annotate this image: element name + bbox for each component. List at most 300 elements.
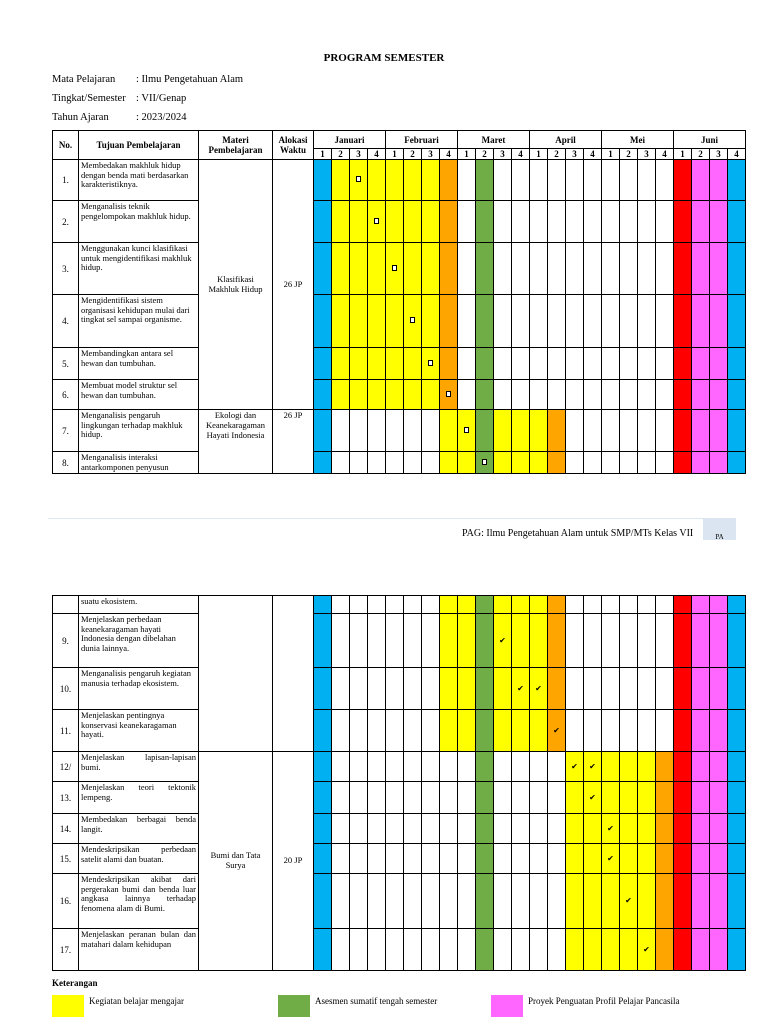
week-cell xyxy=(584,874,602,929)
week-cell xyxy=(512,614,530,668)
week-cell xyxy=(530,614,548,668)
week-cell xyxy=(350,614,368,668)
week-cell xyxy=(674,710,692,752)
week-cell xyxy=(602,410,620,452)
week-cell xyxy=(530,710,548,752)
week-cell xyxy=(656,452,674,474)
week-cell xyxy=(368,814,386,844)
week-cell xyxy=(656,380,674,410)
week-cell xyxy=(710,201,728,243)
page-title: PROGRAM SEMESTER xyxy=(323,52,445,64)
week-cell xyxy=(638,596,656,614)
week-cell xyxy=(332,874,350,929)
week-cell xyxy=(512,596,530,614)
week-cell xyxy=(422,874,440,929)
week-cell xyxy=(404,814,422,844)
week-cell xyxy=(584,844,602,874)
week-cell xyxy=(638,201,656,243)
week-cell xyxy=(458,380,476,410)
week-cell xyxy=(458,710,476,752)
row-tujuan: suatu ekosistem. xyxy=(79,596,199,614)
week-cell xyxy=(584,596,602,614)
week-cell xyxy=(548,814,566,844)
week-cell xyxy=(620,348,638,380)
week-cell xyxy=(404,452,422,474)
week-cell xyxy=(314,243,332,295)
week-cell xyxy=(494,710,512,752)
week-cell xyxy=(602,201,620,243)
week-cell xyxy=(494,929,512,971)
week-cell xyxy=(620,380,638,410)
week-cell xyxy=(458,243,476,295)
week-cell xyxy=(332,410,350,452)
header-week: 1 xyxy=(386,149,404,160)
week-cell xyxy=(332,380,350,410)
box-marker xyxy=(458,427,475,435)
week-cell xyxy=(314,929,332,971)
week-cell xyxy=(458,201,476,243)
week-cell xyxy=(386,201,404,243)
week-cell xyxy=(368,201,386,243)
week-cell xyxy=(728,614,746,668)
week-cell xyxy=(674,874,692,929)
week-cell xyxy=(602,782,620,814)
week-cell xyxy=(620,243,638,295)
week-cell xyxy=(458,752,476,782)
week-cell xyxy=(710,710,728,752)
week-cell xyxy=(728,929,746,971)
week-cell xyxy=(620,614,638,668)
header-week: 3 xyxy=(422,149,440,160)
week-cell xyxy=(350,410,368,452)
week-cell xyxy=(476,614,494,668)
week-cell xyxy=(602,295,620,348)
week-cell xyxy=(440,874,458,929)
week-cell xyxy=(674,614,692,668)
week-cell xyxy=(494,380,512,410)
footer-divider xyxy=(48,518,736,519)
week-cell xyxy=(548,201,566,243)
week-cell xyxy=(350,295,368,348)
week-cell xyxy=(566,201,584,243)
week-cell xyxy=(656,814,674,844)
week-cell xyxy=(440,614,458,668)
week-cell xyxy=(476,929,494,971)
week-cell xyxy=(584,782,602,814)
meta-label: Tingkat/Semester xyxy=(52,93,126,104)
week-cell xyxy=(440,380,458,410)
header-week: 1 xyxy=(674,149,692,160)
week-cell xyxy=(350,452,368,474)
week-cell xyxy=(476,874,494,929)
week-cell xyxy=(530,668,548,710)
alokasi-cell: 26 JP xyxy=(273,160,314,410)
week-cell xyxy=(368,243,386,295)
week-cell xyxy=(350,710,368,752)
row-number: 10. xyxy=(53,668,79,710)
week-cell xyxy=(314,782,332,814)
week-cell xyxy=(404,160,422,201)
week-cell xyxy=(476,452,494,474)
week-cell xyxy=(692,380,710,410)
week-cell xyxy=(314,295,332,348)
week-cell xyxy=(458,410,476,452)
week-cell xyxy=(368,710,386,752)
week-cell xyxy=(350,782,368,814)
week-cell xyxy=(584,814,602,844)
week-cell xyxy=(674,929,692,971)
week-cell xyxy=(638,160,656,201)
table-row xyxy=(53,348,746,380)
table-row xyxy=(53,201,746,243)
week-cell xyxy=(728,782,746,814)
week-cell xyxy=(458,452,476,474)
week-cell xyxy=(728,844,746,874)
week-cell xyxy=(602,710,620,752)
row-tujuan: Membandingkan antara sel hewan dan tumbuhan. xyxy=(79,348,199,380)
week-cell xyxy=(692,929,710,971)
week-cell xyxy=(530,814,548,844)
week-cell xyxy=(368,452,386,474)
check-marker: ✔ xyxy=(607,853,614,863)
week-cell xyxy=(476,596,494,614)
week-cell xyxy=(368,782,386,814)
week-cell xyxy=(620,929,638,971)
week-cell xyxy=(494,452,512,474)
week-cell xyxy=(548,380,566,410)
week-cell xyxy=(638,243,656,295)
week-cell xyxy=(512,243,530,295)
header-week: 3 xyxy=(350,149,368,160)
week-cell xyxy=(440,752,458,782)
week-cell xyxy=(638,380,656,410)
footer-page-box: PA xyxy=(703,518,736,540)
week-cell xyxy=(692,243,710,295)
meta-grade xyxy=(52,93,186,104)
meta-sep: : xyxy=(136,74,139,85)
week-cell xyxy=(728,295,746,348)
table-row xyxy=(53,614,746,668)
week-cell xyxy=(602,844,620,874)
week-cell xyxy=(548,752,566,782)
header-materi: Materi Pembelajaran xyxy=(199,131,273,160)
week-cell xyxy=(710,452,728,474)
week-cell xyxy=(386,160,404,201)
week-cell xyxy=(602,596,620,614)
week-cell xyxy=(404,782,422,814)
week-cell xyxy=(314,348,332,380)
week-cell xyxy=(584,929,602,971)
week-cell xyxy=(476,410,494,452)
header-week: 3 xyxy=(566,149,584,160)
week-cell xyxy=(692,782,710,814)
week-cell xyxy=(440,410,458,452)
week-cell xyxy=(728,348,746,380)
week-cell xyxy=(656,844,674,874)
table-row xyxy=(53,380,746,410)
alokasi-cell: 20 JP xyxy=(273,752,314,971)
week-cell xyxy=(710,929,728,971)
header-month: Februari xyxy=(386,131,458,149)
week-cell xyxy=(566,348,584,380)
row-tujuan: Membedakan berbagai benda langit. xyxy=(79,814,199,844)
week-cell xyxy=(566,710,584,752)
week-cell xyxy=(728,596,746,614)
week-cell xyxy=(674,348,692,380)
week-cell xyxy=(674,160,692,201)
header-week: 1 xyxy=(458,149,476,160)
meta-label: Mata Pelajaran xyxy=(52,74,116,85)
week-cell xyxy=(440,160,458,201)
week-cell xyxy=(728,710,746,752)
row-tujuan: Menjelaskan peranan bulan dan matahari dalam kehidupan xyxy=(79,929,199,971)
week-cell xyxy=(584,201,602,243)
table-row xyxy=(53,844,746,874)
week-cell xyxy=(386,668,404,710)
week-cell xyxy=(566,844,584,874)
header-week: 4 xyxy=(440,149,458,160)
legend-swatch-green xyxy=(278,995,310,1017)
week-cell xyxy=(710,614,728,668)
week-cell xyxy=(620,874,638,929)
week-cell xyxy=(566,874,584,929)
week-cell xyxy=(476,710,494,752)
week-cell xyxy=(620,201,638,243)
week-cell xyxy=(602,874,620,929)
row-tujuan: Mendeskripsikan akibat dari pergerakan bumi dan benda luar angkasa lainnya terhadap fenomena alam di Bumi. xyxy=(79,874,199,929)
week-cell xyxy=(512,452,530,474)
week-cell xyxy=(512,874,530,929)
week-cell xyxy=(386,929,404,971)
week-cell xyxy=(368,844,386,874)
week-cell xyxy=(584,710,602,752)
week-cell xyxy=(602,348,620,380)
week-cell xyxy=(656,929,674,971)
week-cell xyxy=(332,782,350,814)
week-cell xyxy=(548,710,566,752)
week-cell xyxy=(692,160,710,201)
legend-label: Proyek Penguatan Profil Pelajar Pancasila xyxy=(528,996,680,1006)
week-cell xyxy=(674,243,692,295)
week-cell xyxy=(674,295,692,348)
week-cell xyxy=(422,380,440,410)
week-cell xyxy=(404,752,422,782)
week-cell xyxy=(332,710,350,752)
week-cell xyxy=(710,874,728,929)
week-cell xyxy=(728,668,746,710)
box-marker xyxy=(404,317,421,325)
week-cell xyxy=(728,243,746,295)
week-cell xyxy=(494,874,512,929)
box-marker xyxy=(386,265,403,273)
header-week: 2 xyxy=(476,149,494,160)
week-cell xyxy=(656,596,674,614)
week-cell xyxy=(386,874,404,929)
week-cell xyxy=(494,348,512,380)
row-number: 15. xyxy=(53,844,79,874)
week-cell xyxy=(530,410,548,452)
week-cell xyxy=(692,710,710,752)
week-cell xyxy=(602,380,620,410)
week-cell xyxy=(638,844,656,874)
week-cell xyxy=(404,243,422,295)
row-tujuan: Mengidentifikasi sistem organisasi kehidupan mulai dari tingkat sel sampai organisme. xyxy=(79,295,199,348)
week-cell xyxy=(620,752,638,782)
week-cell xyxy=(584,243,602,295)
week-cell xyxy=(440,243,458,295)
week-cell xyxy=(638,710,656,752)
week-cell xyxy=(332,929,350,971)
table-row xyxy=(53,814,746,844)
header-week: 1 xyxy=(602,149,620,160)
week-cell xyxy=(584,752,602,782)
week-cell xyxy=(692,295,710,348)
week-cell xyxy=(566,596,584,614)
week-cell xyxy=(404,844,422,874)
table-row xyxy=(53,710,746,752)
header-week: 4 xyxy=(368,149,386,160)
week-cell xyxy=(350,243,368,295)
week-cell xyxy=(656,160,674,201)
week-cell xyxy=(386,243,404,295)
week-cell xyxy=(602,452,620,474)
week-cell xyxy=(584,348,602,380)
week-cell xyxy=(620,782,638,814)
week-cell xyxy=(620,452,638,474)
week-cell xyxy=(386,380,404,410)
meta-sep: : xyxy=(136,112,139,123)
week-cell xyxy=(602,614,620,668)
week-cell xyxy=(314,596,332,614)
header-week: 2 xyxy=(404,149,422,160)
week-cell xyxy=(512,710,530,752)
week-cell xyxy=(332,295,350,348)
row-tujuan: Menganalisis pengaruh lingkungan terhadap makhluk hidup. xyxy=(79,410,199,452)
week-cell xyxy=(422,243,440,295)
week-cell xyxy=(548,348,566,380)
header-week: 2 xyxy=(332,149,350,160)
week-cell xyxy=(584,380,602,410)
row-tujuan: Menganalisis teknik pengelompokan makhluk hidup. xyxy=(79,201,199,243)
legend-label: Kegiatan belajar mengajar xyxy=(89,996,184,1006)
legend-swatch-pink xyxy=(491,995,523,1017)
week-cell xyxy=(350,844,368,874)
week-cell xyxy=(314,814,332,844)
week-cell xyxy=(314,160,332,201)
week-cell xyxy=(350,752,368,782)
materi-cell xyxy=(199,596,273,752)
week-cell xyxy=(512,160,530,201)
week-cell xyxy=(440,782,458,814)
week-cell xyxy=(584,668,602,710)
footer-text: PAG: Ilmu Pengetahuan Alam untuk SMP/MTs Kelas VII xyxy=(462,528,694,539)
week-cell xyxy=(404,348,422,380)
week-cell xyxy=(440,844,458,874)
week-cell xyxy=(584,614,602,668)
week-cell xyxy=(404,929,422,971)
week-cell xyxy=(476,782,494,814)
week-cell xyxy=(566,243,584,295)
week-cell xyxy=(458,874,476,929)
week-cell xyxy=(692,614,710,668)
week-cell xyxy=(422,410,440,452)
week-cell xyxy=(728,874,746,929)
check-marker: ✔ xyxy=(607,823,614,833)
week-cell xyxy=(530,596,548,614)
program-table-page-1 xyxy=(52,130,746,474)
week-cell xyxy=(566,929,584,971)
week-cell xyxy=(386,614,404,668)
week-cell xyxy=(512,668,530,710)
week-cell xyxy=(602,243,620,295)
week-cell xyxy=(530,243,548,295)
week-cell xyxy=(530,348,548,380)
table-row xyxy=(53,452,746,474)
week-cell xyxy=(620,844,638,874)
box-marker xyxy=(440,391,457,399)
materi-cell: Klasifikasi Makhluk Hidup xyxy=(199,160,273,410)
week-cell xyxy=(566,782,584,814)
week-cell xyxy=(638,348,656,380)
week-cell xyxy=(674,380,692,410)
week-cell xyxy=(584,295,602,348)
week-cell xyxy=(494,201,512,243)
week-cell xyxy=(674,782,692,814)
week-cell xyxy=(548,874,566,929)
week-cell xyxy=(314,752,332,782)
row-number: 3. xyxy=(53,243,79,295)
week-cell xyxy=(440,814,458,844)
row-number: 9. xyxy=(53,614,79,668)
week-cell xyxy=(638,752,656,782)
week-cell xyxy=(548,452,566,474)
week-cell xyxy=(566,814,584,844)
week-cell xyxy=(566,668,584,710)
week-cell xyxy=(332,614,350,668)
week-cell xyxy=(386,782,404,814)
week-cell xyxy=(440,668,458,710)
header-week: 4 xyxy=(512,149,530,160)
week-cell xyxy=(332,844,350,874)
header-alokasi: Alokasi Waktu xyxy=(273,131,314,160)
week-cell xyxy=(422,752,440,782)
week-cell xyxy=(332,814,350,844)
week-cell xyxy=(314,452,332,474)
week-cell xyxy=(494,160,512,201)
header-week: 4 xyxy=(584,149,602,160)
week-cell xyxy=(710,814,728,844)
week-cell xyxy=(422,668,440,710)
week-cell xyxy=(566,452,584,474)
week-cell xyxy=(548,844,566,874)
week-cell xyxy=(368,668,386,710)
week-cell xyxy=(404,295,422,348)
week-cell xyxy=(458,160,476,201)
week-cell xyxy=(386,844,404,874)
week-cell xyxy=(422,614,440,668)
week-cell xyxy=(710,295,728,348)
week-cell xyxy=(674,752,692,782)
header-month: Januari xyxy=(314,131,386,149)
week-cell xyxy=(350,201,368,243)
week-cell xyxy=(368,348,386,380)
week-cell xyxy=(422,929,440,971)
week-cell xyxy=(440,929,458,971)
table-row xyxy=(53,929,746,971)
week-cell xyxy=(440,201,458,243)
row-number: 6. xyxy=(53,380,79,410)
week-cell xyxy=(332,201,350,243)
